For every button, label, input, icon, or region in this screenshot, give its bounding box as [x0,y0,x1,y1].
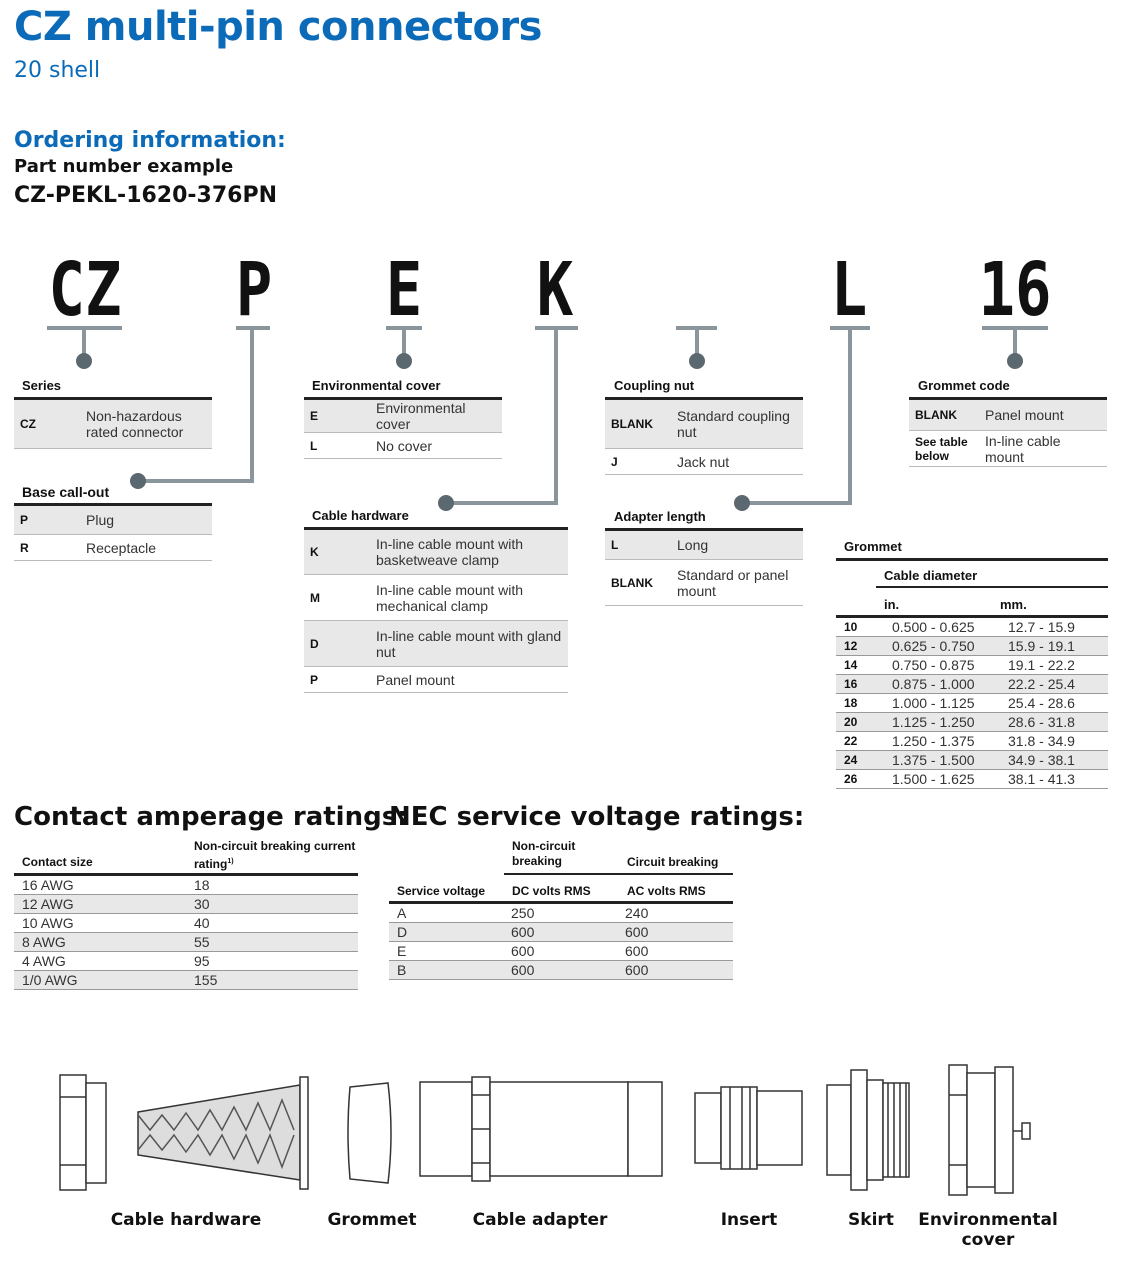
voltage-table [389,901,733,980]
grommet-sub-rule [876,586,1108,588]
table-row [836,713,1108,732]
table-row: R Receptacle [14,535,212,561]
table-cell: B [389,961,503,980]
table-row: K In-line cable mount with basketweave clamp [304,529,568,575]
components-illustration [0,1055,1137,1205]
table-cell: 600 [511,942,535,959]
table-cell: 95 [194,952,210,969]
table-cell: A [397,904,407,921]
env-table [304,397,502,459]
table-row [389,923,733,942]
table-cell: 12.7 - 15.9 [1008,618,1075,635]
caption-grommet: Grommet [327,1210,417,1230]
grommet-col-in: in. [884,597,900,612]
table-cell: 250 [511,904,535,921]
caption-cable-hardware: Cable hardware [110,1210,262,1230]
table-row: L Long [605,530,803,560]
table-row: P Panel mount [304,667,568,693]
table-cell: 600 [503,923,617,942]
series-table [14,397,212,449]
amperage-col-rating: Non-circuit breaking current rating$^{1)}$ [194,839,356,871]
caption-skirt: Skirt [848,1210,894,1230]
table-cell: E [397,942,407,959]
table-row: BLANK Panel mount [909,399,1107,431]
table-cell: 0.750 - 0.875 [892,656,975,673]
table-row: D In-line cable mount with gland nut [304,621,568,667]
table-cell: 26 [844,771,858,786]
table-cell: 10 [844,619,858,634]
table-row: BLANK Standard or panel mount [605,560,803,606]
table-cell: 18 [194,876,210,893]
ordering-heading: Ordering information: [14,128,286,153]
table-cell: 12 [836,637,884,656]
table-cell: 15.9 - 19.1 [1000,637,1108,656]
table-cell: 600 [503,961,617,980]
table-row [14,952,358,971]
table-cell: 14 [844,657,858,672]
table-cell: 1.125 - 1.250 [884,713,1000,732]
cable-adapter-icon [420,1077,662,1181]
table-row [14,971,358,990]
caption-cable-adapter: Cable adapter [472,1210,608,1230]
table-cell: 600 [617,961,733,980]
table-cell: 22 [844,733,858,748]
table-cell: 24 [836,751,884,770]
table-cell: 1.375 - 1.500 [884,751,1000,770]
table-cell: 22.2 - 25.4 [1000,675,1108,694]
base-table [14,503,212,561]
table-cell: 4 AWG [22,952,66,969]
table-cell: 16 AWG [22,876,74,893]
table-cell: 600 [617,923,733,942]
table-row [836,617,1108,637]
code-letter-series: CZ [48,247,122,333]
voltage-h-circuit: Circuit breaking [627,855,719,869]
table-row [14,895,358,914]
voltage-col-ac: AC volts RMS [627,884,706,898]
table-row: J Jack nut [605,449,803,475]
table-cell: 34.9 - 38.1 [1000,751,1108,770]
grommet-col-mm: mm. [1000,597,1027,612]
series-title: Series [22,378,62,393]
amperage-table [14,873,358,990]
table-cell: 16 [836,675,884,694]
table-cell: 12 AWG [14,895,186,914]
table-cell: 0.875 - 1.000 [884,675,1000,694]
table-cell: 8 AWG [14,933,186,952]
table-row [836,637,1108,656]
adapter-title: Adapter length [614,509,706,524]
adapter-table [605,528,803,606]
base-title: Base call-out [22,484,110,500]
table-cell: 10 AWG [22,914,74,931]
table-row [14,933,358,952]
table-row [14,914,358,933]
table-row [836,770,1108,789]
grommet-icon [348,1083,391,1183]
grommet-code-title: Grommet code [918,378,1010,393]
grommet-subtitle: Cable diameter [884,568,978,583]
table-row [836,751,1108,770]
table-cell: 1.500 - 1.625 [892,770,975,787]
grommet-table [836,615,1108,789]
table-cell: 1.250 - 1.375 [892,732,975,749]
coupling-title: Coupling nut [614,378,695,393]
table-cell: 1.000 - 1.125 [892,694,975,711]
hardware-title: Cable hardware [312,508,409,523]
caption-environmental-cover: Environmental cover [918,1210,1058,1250]
environmental-cover-icon [949,1065,1030,1195]
table-cell: 40 [194,914,210,931]
table-row [389,942,733,961]
table-row: CZ Non-hazardous rated connector [14,399,212,449]
voltage-h-noncircuit: Non-circuit breaking [512,839,576,868]
table-cell: 18 [844,695,858,710]
grommet-title: Grommet [844,539,902,554]
part-number-example: CZ-PEKL-1620-376PN [14,183,278,208]
table-row [836,694,1108,713]
table-cell: 19.1 - 22.2 [1008,656,1075,673]
table-cell: 55 [186,933,358,952]
code-letter-base: P [235,247,273,333]
insert-icon [695,1087,802,1169]
table-row [389,903,733,923]
table-row [836,675,1108,694]
page-subtitle: 20 shell [14,58,101,83]
amperage-title: Contact amperage ratings: [14,802,408,832]
grommet-code-table [909,397,1107,467]
table-row [389,961,733,980]
voltage-col-service: Service voltage [397,884,486,898]
code-letter-env: E [385,247,423,333]
table-cell: 240 [625,904,649,921]
table-row [836,656,1108,675]
table-row: M In-line cable mount with mechanical clamp [304,575,568,621]
coupling-table [605,397,803,475]
table-cell: D [389,923,503,942]
table-cell: 20 [836,713,884,732]
table-row: L No cover [304,433,502,459]
part-number-label: Part number example [14,156,234,177]
caption-insert: Insert [720,1210,778,1230]
table-row: See table below In-line cable mount [909,431,1107,467]
table-cell: 30 [186,895,358,914]
voltage-col-dc: DC volts RMS [512,884,591,898]
table-cell: 1/0 AWG [14,971,186,990]
table-row [836,732,1108,751]
table-cell: 38.1 - 41.3 [1008,770,1075,787]
code-letter-grommet: 16 [978,247,1052,333]
table-cell: 28.6 - 31.8 [1000,713,1108,732]
grommet-topbar [836,558,1108,561]
page-title: CZ multi-pin connectors [14,4,542,50]
table-row: E Environmental cover [304,399,502,433]
table-row: BLANK Standard coupling nut [605,399,803,449]
amperage-col-size: Contact size [22,855,93,869]
cable-hardware-icon [60,1075,308,1190]
table-cell: 0.625 - 0.750 [884,637,1000,656]
table-cell: 0.500 - 0.625 [892,618,975,635]
table-cell: 155 [186,971,358,990]
env-title: Environmental cover [312,378,441,393]
skirt-icon [827,1070,909,1190]
table-row: P Plug [14,505,212,535]
voltage-title: NEC service voltage ratings: [389,802,805,832]
hardware-table [304,527,568,693]
table-cell: 600 [625,942,649,959]
voltage-head-rule [504,873,733,875]
table-cell: 25.4 - 28.6 [1008,694,1075,711]
code-letter-adapter: L [830,247,868,333]
table-row [14,875,358,895]
code-letter-hardware: K [536,247,574,333]
table-cell: 31.8 - 34.9 [1008,732,1075,749]
